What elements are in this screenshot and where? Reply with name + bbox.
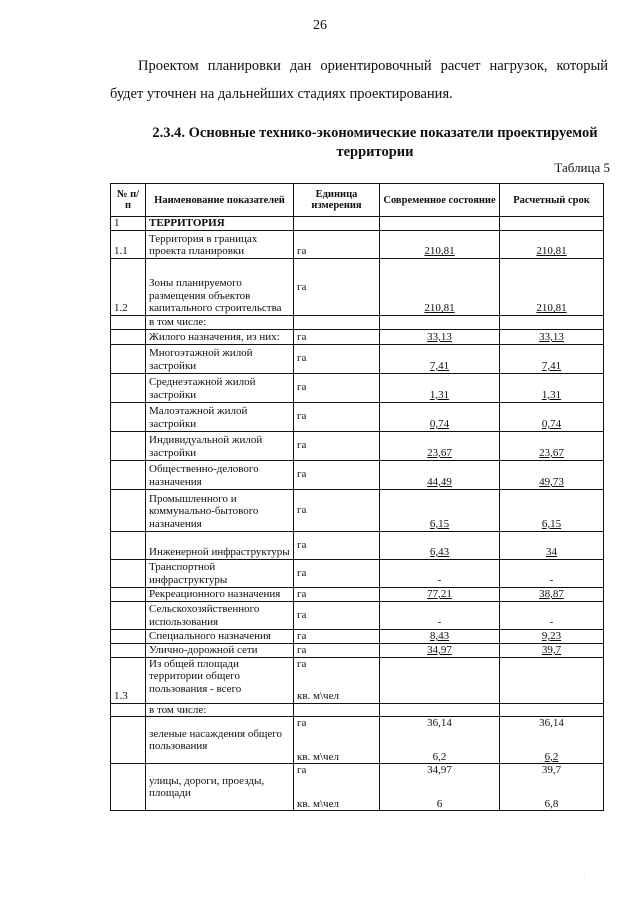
row-target <box>500 764 604 811</box>
row-current <box>380 316 500 330</box>
row-target: 49,73 <box>500 460 604 489</box>
row-number: 1 <box>111 217 146 231</box>
row-unit: га <box>294 601 380 629</box>
value-area: 34,97 <box>427 764 452 777</box>
row-current: 7,41 <box>380 344 500 373</box>
row-name: Транспортной инфраструктуры <box>146 559 294 587</box>
row-number: 1.1 <box>111 231 146 259</box>
row-current <box>380 717 500 764</box>
row-current: 34,97 <box>380 643 500 657</box>
row-name: Многоэтажной жилой застройки <box>146 344 294 373</box>
row-name: Территория в границах проекта планировки <box>146 231 294 259</box>
row-target: 210,81 <box>500 259 604 316</box>
row-target: 34 <box>500 531 604 559</box>
intro-paragraph: Проектом планировки дан ориентировочный расчет нагрузок, который будет уточнен на дальнейших стадиях проектирования. <box>110 58 608 102</box>
row-target: 33,13 <box>500 329 604 344</box>
value-per-person: 6 <box>436 797 443 810</box>
table-row <box>111 489 604 531</box>
row-number <box>111 460 146 489</box>
row-number: 1.2 <box>111 259 146 316</box>
row-unit: га <box>294 587 380 601</box>
row-number <box>111 316 146 330</box>
row-unit: га <box>294 531 380 559</box>
header-unit: Единица измерения <box>294 184 380 217</box>
header-current: Современное состояние <box>380 184 500 217</box>
header-target: Расчетный срок <box>500 184 604 217</box>
value-stack <box>383 717 496 763</box>
table-row <box>111 344 604 373</box>
row-unit <box>294 764 380 811</box>
table-row <box>111 316 604 330</box>
row-number <box>111 717 146 764</box>
row-name: Общественно-делового назначения <box>146 460 294 489</box>
row-name: Сельскохозяйственного использования <box>146 601 294 629</box>
row-current: 23,67 <box>380 431 500 460</box>
row-number <box>111 329 146 344</box>
value-per-person: 6,2 <box>432 750 447 763</box>
row-current: 33,13 <box>380 329 500 344</box>
row-unit: га <box>294 460 380 489</box>
row-target <box>500 717 604 764</box>
row-unit <box>294 703 380 717</box>
value-per-person: 6,8 <box>544 797 559 810</box>
page-number: 26 <box>313 18 327 33</box>
row-unit: га <box>294 643 380 657</box>
row-unit <box>294 717 380 764</box>
unit-area: га <box>297 657 307 670</box>
row-current: - <box>380 559 500 587</box>
row-current: 1,31 <box>380 373 500 402</box>
row-name: Из общей площади территории общего пользования - всего <box>146 657 294 703</box>
row-current: 6,43 <box>380 531 500 559</box>
section-heading: 2.3.4. Основные технико-экономические показатели проектируемой территории <box>152 125 598 160</box>
table-row <box>111 431 604 460</box>
table-row <box>111 531 604 559</box>
row-name: Среднеэтажной жилой застройки <box>146 373 294 402</box>
value-stack <box>503 717 600 763</box>
row-name: улицы, дороги, проезды, площади <box>146 764 294 811</box>
row-unit: га <box>294 231 380 259</box>
row-current <box>380 657 500 703</box>
row-target: 210,81 <box>500 231 604 259</box>
row-unit: га <box>294 373 380 402</box>
table-row <box>111 657 604 703</box>
row-current <box>380 217 500 231</box>
row-number <box>111 373 146 402</box>
table-row <box>111 402 604 431</box>
row-name: Рекреационного назначения <box>146 587 294 601</box>
row-unit: га <box>294 344 380 373</box>
row-number: 1.3 <box>111 657 146 703</box>
row-target <box>500 316 604 330</box>
row-current: 44,49 <box>380 460 500 489</box>
row-current <box>380 703 500 717</box>
row-number <box>111 643 146 657</box>
unit-stack <box>297 717 376 763</box>
row-target: 6,15 <box>500 489 604 531</box>
row-current: 210,81 <box>380 231 500 259</box>
row-name: Инженерной инфраструктуры <box>146 531 294 559</box>
row-number <box>111 601 146 629</box>
row-target <box>500 217 604 231</box>
row-unit: га <box>294 259 380 316</box>
unit-area: га <box>297 717 307 730</box>
row-current: 210,81 <box>380 259 500 316</box>
row-name: Промышленного и коммунально-бытового назначения <box>146 489 294 531</box>
row-number <box>111 764 146 811</box>
row-number <box>111 559 146 587</box>
row-unit <box>294 217 380 231</box>
value-stack <box>383 764 496 810</box>
row-unit: га <box>294 402 380 431</box>
row-number <box>111 489 146 531</box>
row-unit: га <box>294 559 380 587</box>
row-unit: га <box>294 431 380 460</box>
row-unit: га <box>294 629 380 643</box>
row-target: - <box>500 559 604 587</box>
row-name: Малоэтажной жилой застройки <box>146 402 294 431</box>
row-target: 9,23 <box>500 629 604 643</box>
row-name: в том числе: <box>146 703 294 717</box>
scan-artifact: · <box>583 873 586 882</box>
row-unit <box>294 316 380 330</box>
unit-stack <box>297 764 376 810</box>
row-current: 77,21 <box>380 587 500 601</box>
table-row <box>111 217 604 231</box>
unit-area: га <box>297 764 307 777</box>
table-row <box>111 259 604 316</box>
row-name: Зоны планируемого размещения объектов капитального строительства <box>146 259 294 316</box>
row-current: 6,15 <box>380 489 500 531</box>
row-current <box>380 764 500 811</box>
row-number <box>111 402 146 431</box>
unit-per-person: кв. м\чел <box>297 797 339 810</box>
row-target: 7,41 <box>500 344 604 373</box>
table-row <box>111 703 604 717</box>
row-target <box>500 703 604 717</box>
table-row <box>111 231 604 259</box>
table-row <box>111 601 604 629</box>
row-name: Улично-дорожной сети <box>146 643 294 657</box>
table-row <box>111 587 604 601</box>
row-number <box>111 344 146 373</box>
row-target: 38,87 <box>500 587 604 601</box>
value-stack <box>503 764 600 810</box>
row-number <box>111 629 146 643</box>
row-target: 39,7 <box>500 643 604 657</box>
table-row <box>111 629 604 643</box>
row-name: в том числе: <box>146 316 294 330</box>
value-area: 39,7 <box>541 764 562 777</box>
table-label: Таблица 5 <box>554 160 610 175</box>
row-name: Жилого назначения, из них: <box>146 329 294 344</box>
row-name: зеленые насаждения общего пользования <box>146 717 294 764</box>
unit-per-person: кв. м\чел <box>297 750 339 763</box>
table-row <box>111 559 604 587</box>
row-current: 0,74 <box>380 402 500 431</box>
header-name: Наименование показателей <box>146 184 294 217</box>
table-row <box>111 373 604 402</box>
unit-stack <box>297 658 376 703</box>
row-target: 1,31 <box>500 373 604 402</box>
value-area: 36,14 <box>427 717 452 730</box>
row-name: Специального назначения <box>146 629 294 643</box>
table-row <box>111 329 604 344</box>
value-per-person: 6,2 <box>544 750 559 763</box>
row-name: Индивидуальной жилой застройки <box>146 431 294 460</box>
table-row <box>111 717 604 764</box>
header-number: № п/п <box>111 184 146 217</box>
row-name: ТЕРРИТОРИЯ <box>146 217 294 231</box>
value-area: 36,14 <box>539 717 564 730</box>
row-unit: га <box>294 489 380 531</box>
table-header-row <box>111 184 604 217</box>
row-number <box>111 431 146 460</box>
row-unit: га <box>294 329 380 344</box>
table-row <box>111 764 604 811</box>
row-number <box>111 587 146 601</box>
row-number <box>111 703 146 717</box>
indicators-table <box>110 183 604 811</box>
row-target: - <box>500 601 604 629</box>
row-number <box>111 531 146 559</box>
table-row <box>111 643 604 657</box>
table-row <box>111 460 604 489</box>
unit-per-person: кв. м\чел <box>297 690 339 702</box>
row-target: 0,74 <box>500 402 604 431</box>
row-target: 23,67 <box>500 431 604 460</box>
row-unit <box>294 657 380 703</box>
row-current: 8,43 <box>380 629 500 643</box>
row-current: - <box>380 601 500 629</box>
row-target <box>500 657 604 703</box>
